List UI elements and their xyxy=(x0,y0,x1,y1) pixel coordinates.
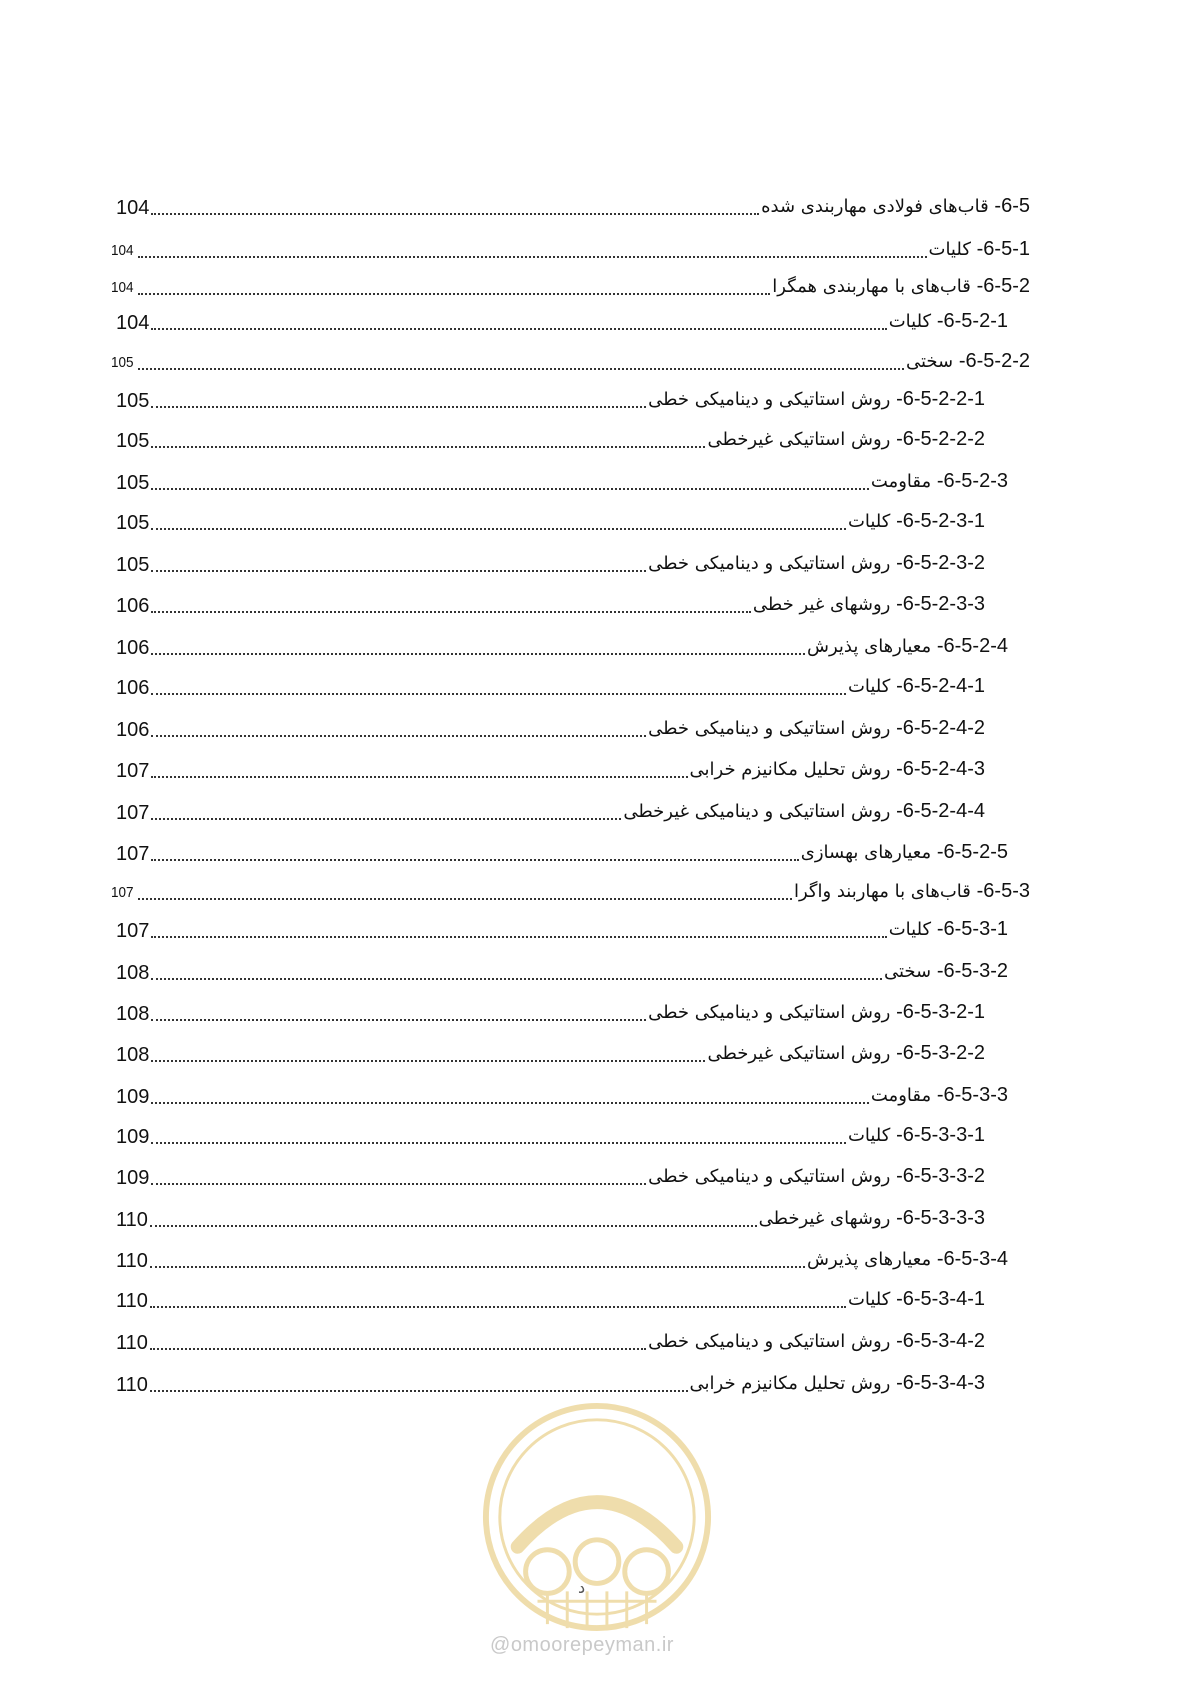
toc-dot-leader xyxy=(151,446,705,448)
toc-entry[interactable] xyxy=(116,668,985,700)
toc-section-title: قاب‌های با مهاربندی همگرا xyxy=(772,276,977,297)
toc-section-number: 6-5-2-2- xyxy=(958,350,1030,372)
toc-dot-leader xyxy=(151,936,886,938)
toc-entry[interactable] xyxy=(116,710,985,742)
toc-section-number: 6-5-1- xyxy=(976,238,1030,260)
toc-section-title: روش استاتیکی و دینامیکی غیرخطی xyxy=(623,801,897,822)
toc-page-number: 106 xyxy=(116,719,150,741)
toc-title xyxy=(623,798,985,825)
toc-title xyxy=(889,916,1008,943)
toc-entry[interactable] xyxy=(116,463,1008,495)
toc-title xyxy=(648,999,985,1026)
toc-entry[interactable] xyxy=(111,343,1030,375)
toc-section-number: 6-5-3-2-2- xyxy=(896,1042,985,1064)
toc-title xyxy=(648,550,985,577)
toc-entry[interactable] xyxy=(116,1158,985,1190)
toc-section-title: روشهای غیر خطی xyxy=(752,594,897,615)
toc-section-number: 6-5- xyxy=(994,195,1030,217)
toc-dot-leader xyxy=(150,1390,688,1392)
toc-section-title: معیارهای پذیرش xyxy=(807,1249,937,1270)
toc-title xyxy=(807,1246,1008,1273)
toc-dot-leader xyxy=(151,978,882,980)
toc-entry[interactable] xyxy=(116,628,1008,660)
toc-dot-leader xyxy=(151,859,798,861)
toc-entry[interactable] xyxy=(111,268,1030,300)
watermark-stamp-seal xyxy=(478,1398,716,1636)
toc-dot-leader xyxy=(151,611,751,613)
footer-watermark-url: @omoorepeyman.ir xyxy=(490,1634,674,1656)
toc-page-number: 105 xyxy=(116,554,150,576)
toc-entry[interactable] xyxy=(116,1200,985,1232)
toc-section-number: 6-5-3- xyxy=(976,880,1030,902)
toc-section-number: 6-5-2- xyxy=(976,275,1030,297)
toc-title xyxy=(648,715,985,742)
toc-title xyxy=(848,1122,985,1149)
toc-title xyxy=(848,508,985,535)
toc-section-title: قاب‌های با مهاربند واگرا xyxy=(793,881,977,902)
toc-section-title: روش استاتیکی و دینامیکی خطی xyxy=(648,1002,897,1023)
toc-section-number: 6-5-3-3-3- xyxy=(896,1207,985,1229)
toc-section-number: 6-5-2-4-3- xyxy=(896,758,985,780)
toc-entry[interactable] xyxy=(116,1117,985,1149)
toc-dot-leader xyxy=(150,1266,805,1268)
toc-section-number: 6-5-3-3- xyxy=(936,1084,1008,1106)
toc-section-number: 6-5-3-4-1- xyxy=(896,1288,985,1310)
toc-section-number: 6-5-3-3-2- xyxy=(896,1165,985,1187)
toc-entry[interactable] xyxy=(116,303,1008,335)
toc-title xyxy=(648,386,985,413)
toc-page-number: 107 xyxy=(116,802,150,824)
toc-title xyxy=(648,1328,985,1355)
toc-section-title: روش استاتیکی و دینامیکی خطی xyxy=(648,389,897,410)
toc-entry[interactable] xyxy=(111,231,1030,263)
toc-section-number: 6-5-3-1- xyxy=(936,918,1008,940)
toc-page-number: 107 xyxy=(116,843,150,865)
toc-title xyxy=(759,1205,985,1232)
toc-section-title: مقاومت xyxy=(870,471,937,492)
toc-dot-leader xyxy=(151,776,687,778)
toc-section-title: روش استاتیکی غیرخطی xyxy=(707,429,897,450)
toc-entry[interactable] xyxy=(116,1323,985,1355)
toc-dot-leader xyxy=(151,1102,869,1104)
footer-url-text: omoorepeyman.ir xyxy=(510,1634,674,1656)
toc-dot-leader xyxy=(151,818,621,820)
toc-page-number: 104 xyxy=(116,197,150,219)
toc-entry[interactable] xyxy=(116,1077,1008,1109)
toc-title xyxy=(801,839,1008,866)
toc-entry[interactable] xyxy=(116,1241,1008,1273)
toc-page-number: 108 xyxy=(116,962,150,984)
toc-section-number: 6-5-2-1- xyxy=(936,310,1008,332)
toc-title xyxy=(690,1370,986,1397)
toc-section-title: روش استاتیکی و دینامیکی خطی xyxy=(648,1166,897,1187)
toc-title xyxy=(889,308,1008,335)
toc-section-title: روش استاتیکی و دینامیکی خطی xyxy=(648,718,897,739)
toc-section-title: روش استاتیکی غیرخطی xyxy=(707,1043,897,1064)
toc-dot-leader xyxy=(150,1348,646,1350)
toc-section-number: 6-5-2-5- xyxy=(936,841,1008,863)
toc-dot-leader xyxy=(151,735,646,737)
toc-title xyxy=(707,1040,985,1067)
toc-title xyxy=(884,958,1008,985)
toc-section-title: کلیات xyxy=(928,239,977,260)
toc-entry[interactable] xyxy=(116,994,985,1026)
toc-section-title: قاب‌های فولادی مهاربندی شده xyxy=(761,196,995,217)
toc-section-number: 6-5-2-4- xyxy=(936,635,1008,657)
toc-dot-leader xyxy=(138,368,904,370)
toc-section-title: کلیات xyxy=(888,311,937,332)
toc-dot-leader xyxy=(150,1306,846,1308)
toc-title xyxy=(707,426,985,453)
toc-page-number: 110 xyxy=(116,1332,148,1354)
toc-page-number: 104 xyxy=(111,279,134,296)
toc-entry[interactable] xyxy=(116,188,1030,220)
toc-title xyxy=(772,273,1030,300)
toc-section-number: 6-5-3-4- xyxy=(936,1248,1008,1270)
toc-entry[interactable] xyxy=(116,751,985,783)
toc-title xyxy=(794,878,1030,905)
toc-entry[interactable] xyxy=(116,1365,985,1397)
toc-section-number: 6-5-2-4-2- xyxy=(896,717,985,739)
toc-dot-leader xyxy=(151,1060,705,1062)
toc-dot-leader xyxy=(151,1142,846,1144)
toc-page-number: 107 xyxy=(116,920,150,942)
toc-page-number: 104 xyxy=(111,242,134,259)
toc-section-title: کلیات xyxy=(847,511,897,532)
toc-section-number: 6-5-3-2- xyxy=(936,960,1008,982)
toc-page-number: 108 xyxy=(116,1003,150,1025)
toc-dot-leader xyxy=(151,406,646,408)
toc-title xyxy=(871,1082,1008,1109)
toc-page-number: 106 xyxy=(116,595,150,617)
toc-section-title: مقاومت xyxy=(870,1085,937,1106)
toc-dot-leader xyxy=(151,528,846,530)
toc-entry[interactable] xyxy=(116,834,1008,866)
toc-section-title: کلیات xyxy=(847,1125,897,1146)
toc-entry[interactable] xyxy=(116,953,1008,985)
toc-section-title: معیارهای پذیرش xyxy=(807,636,937,657)
toc-title xyxy=(848,673,985,700)
toc-entry[interactable] xyxy=(116,503,985,535)
toc-entry[interactable] xyxy=(116,1281,985,1313)
toc-dot-leader xyxy=(151,570,646,572)
toc-page-number: 110 xyxy=(116,1374,148,1396)
toc-page-number: 105 xyxy=(116,512,150,534)
toc-section-number: 6-5-2-4-1- xyxy=(896,675,985,697)
toc-page-number: 104 xyxy=(116,312,150,334)
toc-entry[interactable] xyxy=(116,1035,985,1067)
toc-title xyxy=(848,1286,985,1313)
toc-title xyxy=(906,348,1030,375)
toc-section-number: 6-5-2-3-1- xyxy=(896,510,985,532)
toc-section-number: 6-5-3-2-1- xyxy=(896,1001,985,1023)
toc-entry[interactable] xyxy=(116,586,985,618)
toc-section-number: 6-5-3-3-1- xyxy=(896,1124,985,1146)
toc-dot-leader xyxy=(151,693,846,695)
toc-section-title: روش استاتیکی و دینامیکی خطی xyxy=(648,553,897,574)
toc-dot-leader xyxy=(151,213,759,215)
toc-dot-leader xyxy=(151,1183,646,1185)
toc-page-number: 105 xyxy=(116,430,150,452)
toc-title xyxy=(753,591,985,618)
toc-section-title: روش استاتیکی و دینامیکی خطی xyxy=(648,1331,897,1352)
toc-section-number: 6-5-2-3-2- xyxy=(896,552,985,574)
toc-entry[interactable] xyxy=(116,421,985,453)
toc-section-title: معیارهای بهسازی xyxy=(800,842,937,863)
toc-dot-leader xyxy=(150,1225,757,1227)
toc-title xyxy=(761,193,1030,220)
toc-page-number: 106 xyxy=(116,677,150,699)
toc-section-title: روش تحلیل مکانیزم خرابی xyxy=(689,759,897,780)
toc-page-number: 109 xyxy=(116,1086,150,1108)
toc-page-number: 105 xyxy=(116,472,150,494)
toc-section-number: 6-5-3-4-2- xyxy=(896,1330,985,1352)
toc-dot-leader xyxy=(151,328,886,330)
toc-title xyxy=(807,633,1008,660)
toc-title xyxy=(648,1163,985,1190)
toc-section-number: 6-5-3-4-3- xyxy=(896,1372,985,1394)
toc-section-number: 6-5-2-3-3- xyxy=(896,593,985,615)
toc-dot-leader xyxy=(151,488,869,490)
toc-dot-leader xyxy=(151,653,805,655)
toc-page-number: 110 xyxy=(116,1209,148,1231)
toc-section-number: 6-5-2-4-4- xyxy=(896,800,985,822)
toc-entry[interactable] xyxy=(111,873,1030,905)
toc-dot-leader xyxy=(138,256,926,258)
toc-page-number: 107 xyxy=(111,884,134,901)
toc-page-number: 110 xyxy=(116,1290,148,1312)
toc-entry[interactable] xyxy=(116,911,1008,943)
toc-page-number: 105 xyxy=(111,354,134,371)
toc-page-number: 109 xyxy=(116,1167,150,1189)
toc-page-number: 105 xyxy=(116,390,150,412)
toc-entry[interactable] xyxy=(116,545,985,577)
toc-section-title: سختی xyxy=(883,961,937,982)
toc-section-title: کلیات xyxy=(888,919,937,940)
toc-page-number: 108 xyxy=(116,1044,150,1066)
toc-entry[interactable] xyxy=(116,381,985,413)
toc-page-number: 107 xyxy=(116,760,150,782)
toc-section-number: 6-5-2-2-1- xyxy=(896,388,985,410)
toc-dot-leader xyxy=(151,1019,646,1021)
toc-section-number: 6-5-2-2-2- xyxy=(896,428,985,450)
toc-section-title: کلیات xyxy=(847,1289,897,1310)
toc-title xyxy=(871,468,1008,495)
page-number: د xyxy=(578,1578,586,1597)
toc-section-title: روش تحلیل مکانیزم خرابی xyxy=(689,1373,897,1394)
toc-section-title: روشهای غیرخطی xyxy=(758,1208,897,1229)
toc-page-number: 109 xyxy=(116,1126,150,1148)
toc-title xyxy=(690,756,986,783)
toc-section-title: سختی xyxy=(905,351,959,372)
toc-title xyxy=(929,236,1031,263)
toc-page-number: 106 xyxy=(116,637,150,659)
toc-section-number: 6-5-2-3- xyxy=(936,470,1008,492)
toc-dot-leader xyxy=(138,898,792,900)
toc-dot-leader xyxy=(138,293,770,295)
toc-section-title: کلیات xyxy=(847,676,897,697)
toc-page-number: 110 xyxy=(116,1250,148,1272)
toc-entry[interactable] xyxy=(116,793,985,825)
